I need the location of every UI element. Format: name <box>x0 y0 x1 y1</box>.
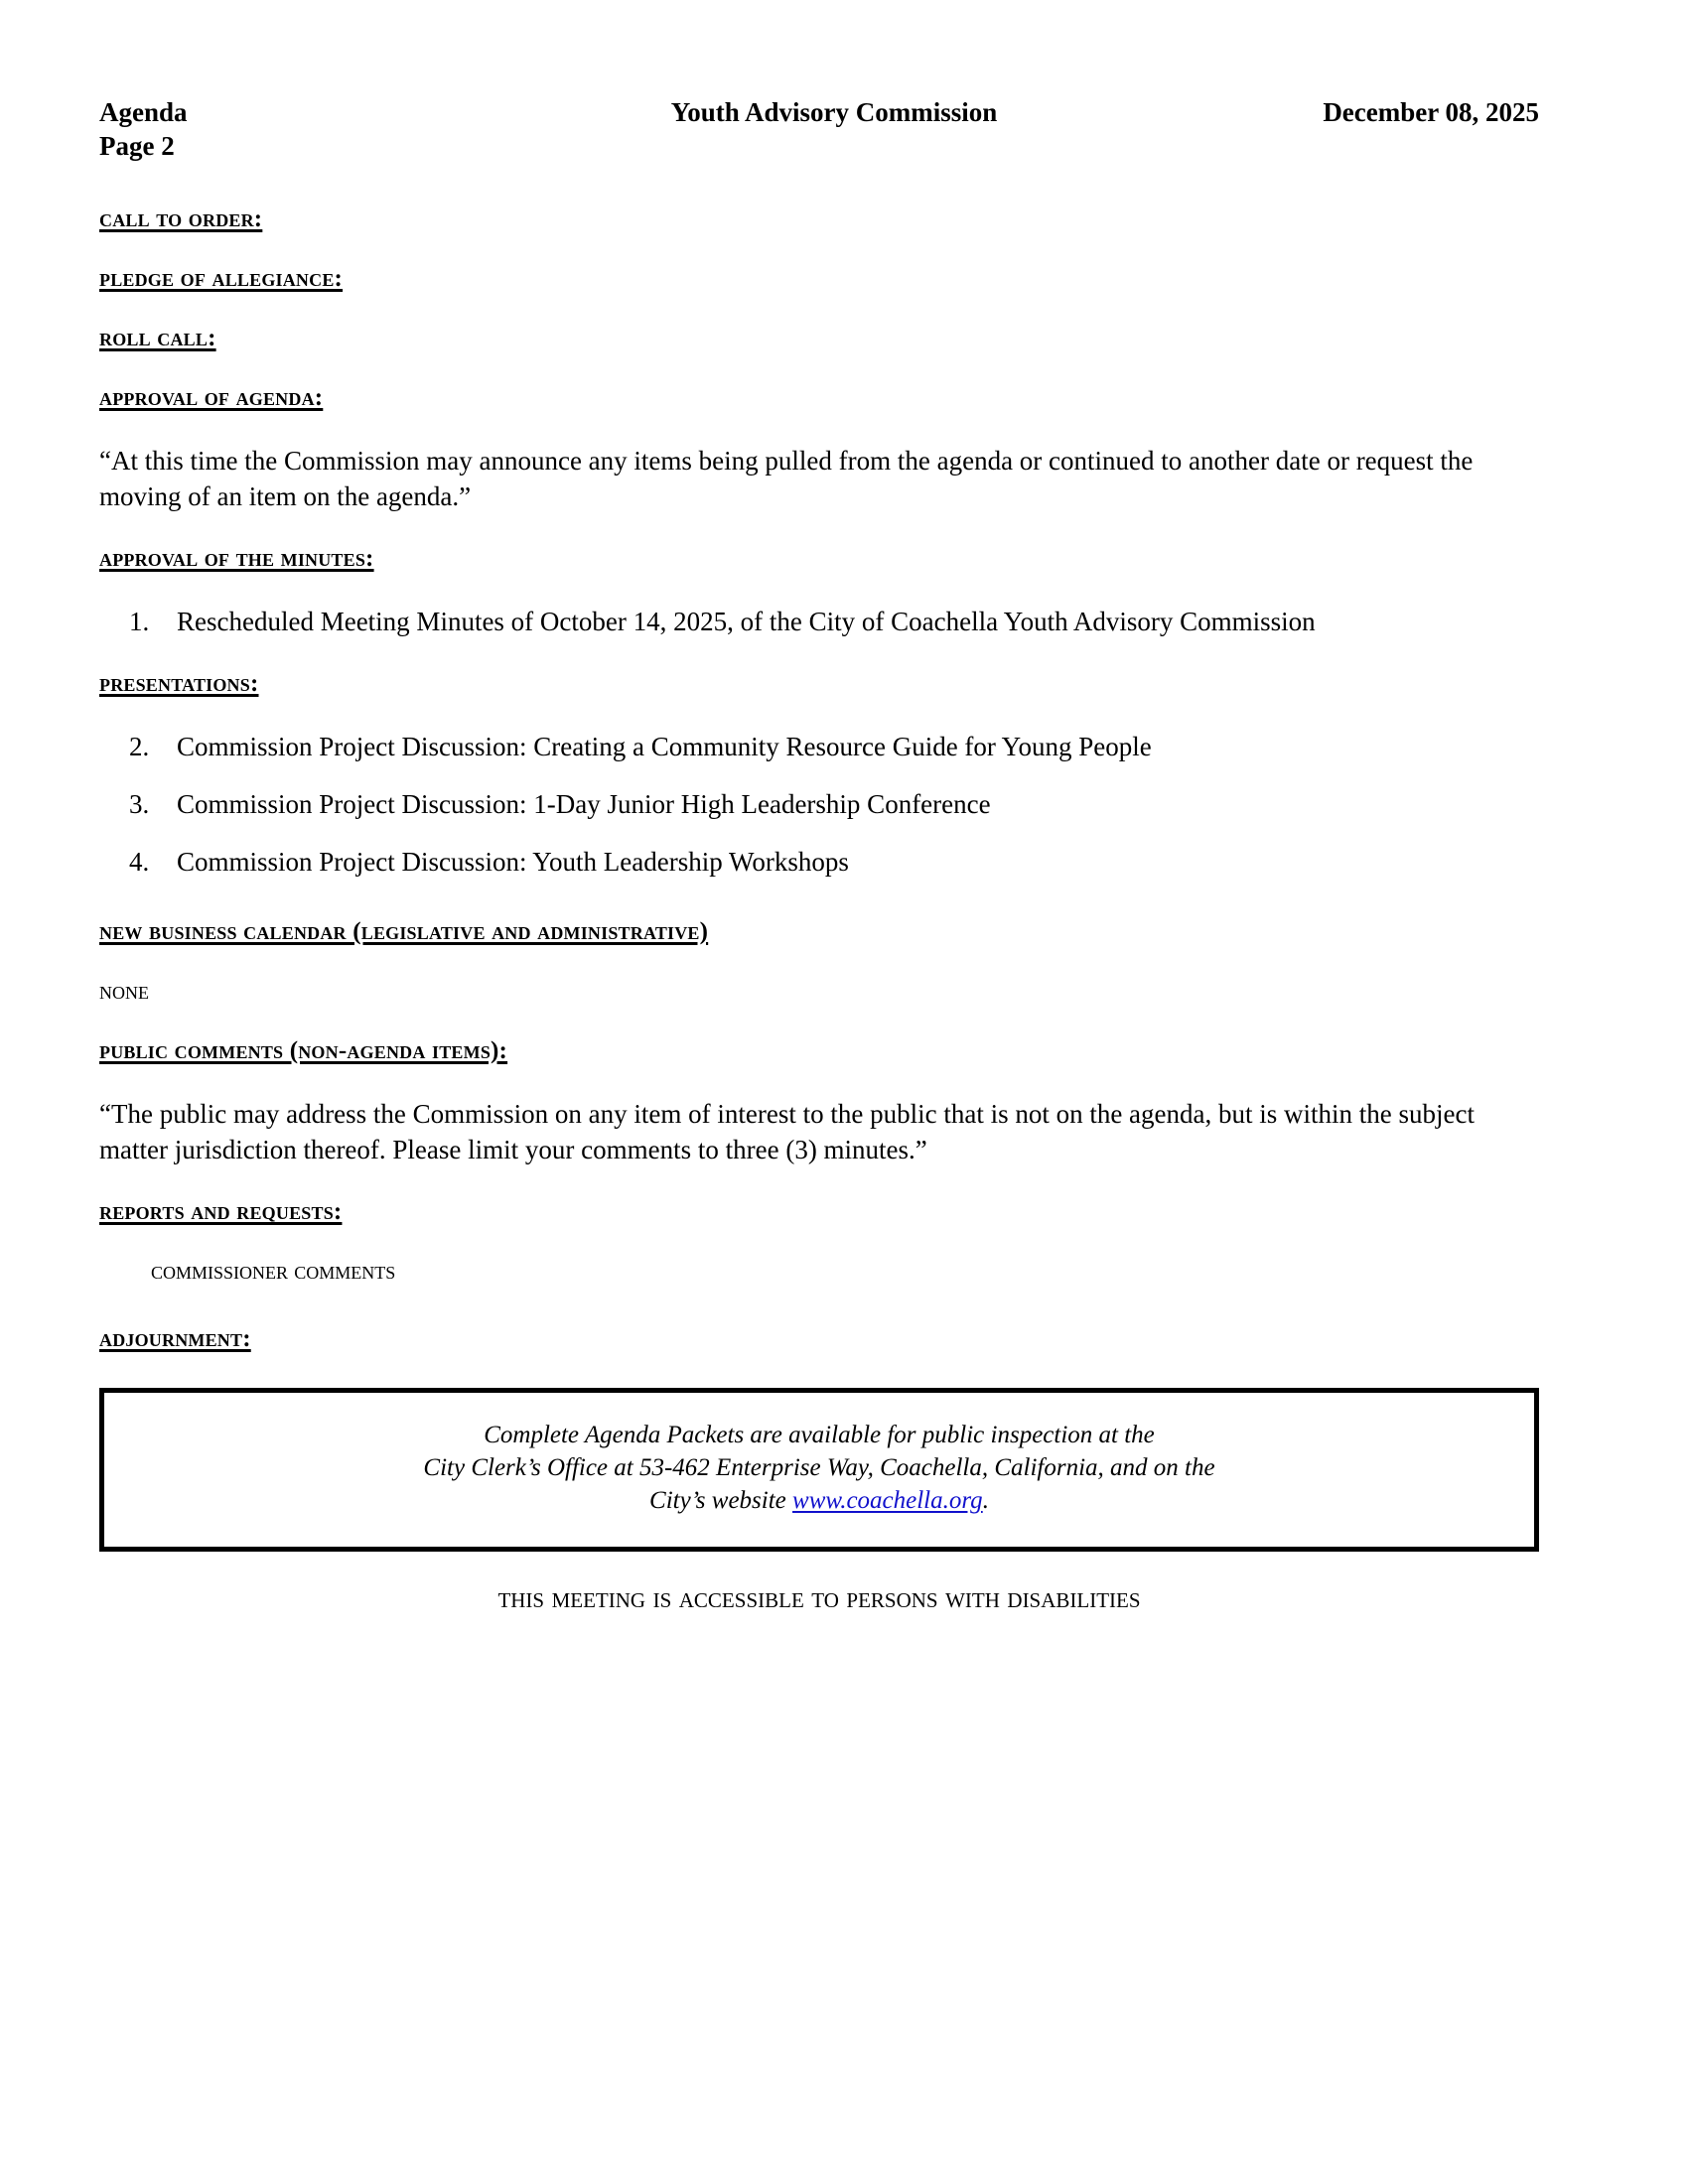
spacer <box>99 1066 1539 1096</box>
list-item <box>99 786 1539 822</box>
list-item-number: 3. <box>129 789 150 819</box>
spacer <box>99 294 1539 324</box>
agenda-packet-notice-box <box>99 1388 1539 1552</box>
spacer <box>99 947 1539 977</box>
list-item-text: Commission Project Discussion: Creating a Community Resource Guide for Young People <box>177 732 1152 761</box>
call-to-order-label: call to order: <box>99 205 263 232</box>
spacer <box>99 764 1539 786</box>
spacer <box>99 1007 1539 1036</box>
list-item <box>99 844 1539 880</box>
notice-line-3 <box>124 1484 1514 1517</box>
roll-call-label: roll call: <box>99 325 216 351</box>
spacer <box>99 1287 1539 1324</box>
notice-line-3-prefix: City’s website <box>649 1487 793 1514</box>
spacer <box>99 822 1539 844</box>
section-heading-adjournment <box>99 1324 1539 1354</box>
list-item-number: 4. <box>129 847 150 877</box>
list-item <box>99 729 1539 764</box>
section-heading-pledge-of-allegiance <box>99 264 1539 294</box>
spacer <box>99 353 1539 383</box>
spacer <box>99 1167 1539 1197</box>
approval-of-agenda-label: approval of agenda: <box>99 384 324 411</box>
header-commission-title: Youth Advisory Commission <box>670 97 998 127</box>
spacer <box>99 514 1539 544</box>
commissioner-comments-item: commissioner comments <box>151 1258 396 1285</box>
pledge-of-allegiance-label: pledge of allegiance: <box>99 265 344 292</box>
approval-of-minutes-label: approval of the minutes: <box>99 545 374 572</box>
reports-and-requests-label: reports and requests: <box>99 1198 343 1225</box>
new-business-calendar-label: new business calendar (legislative and administrative) <box>99 918 709 945</box>
new-business-none-value: none <box>99 978 149 1005</box>
section-heading-roll-call <box>99 324 1539 353</box>
list-item-text: Commission Project Discussion: Youth Leadership Workshops <box>177 847 849 877</box>
section-heading-public-comments <box>99 1036 1539 1066</box>
header-doc-type: Agenda <box>99 97 188 127</box>
list-item <box>99 604 1539 639</box>
section-heading-reports-and-requests <box>99 1197 1539 1227</box>
notice-line-3-suffix: . <box>982 1487 989 1514</box>
header-page-number: Page 2 <box>99 131 175 161</box>
page-content <box>99 95 1539 1617</box>
section-heading-new-business-calendar <box>99 917 1539 947</box>
adjournment-label: adjournment: <box>99 1325 251 1352</box>
section-heading-approval-of-agenda <box>99 383 1539 413</box>
spacer <box>99 639 1539 669</box>
spacer <box>99 699 1539 729</box>
approval-of-agenda-paragraph: “At this time the Commission may announce any items being pulled from the agenda or continued to another date or request the moving of an item on the agenda.” <box>99 446 1474 511</box>
document-header <box>99 95 1539 167</box>
notice-line-2: City Clerk’s Office at 53-462 Enterprise Way, Coachella, California, and on the <box>423 1454 1215 1481</box>
section-heading-presentations <box>99 669 1539 699</box>
public-comments-label: public comments (non-agenda items): <box>99 1037 508 1064</box>
city-website-link[interactable]: www.coachella.org <box>792 1487 983 1514</box>
section-heading-approval-of-minutes <box>99 544 1539 574</box>
spacer <box>99 574 1539 604</box>
list-item-text: Commission Project Discussion: 1-Day Junior High Leadership Conference <box>177 789 991 819</box>
public-comments-paragraph: “The public may address the Commission on any item of interest to the public that is not on the agenda, but is within the subject matter jurisdiction thereof. Please limit your comments to three (3) minutes.” <box>99 1099 1475 1164</box>
accessibility-notice: this meeting is accessible to persons with disabilities <box>497 1581 1141 1614</box>
spacer <box>99 167 1539 205</box>
list-item-number: 2. <box>129 732 150 761</box>
spacer <box>99 1227 1539 1257</box>
spacer <box>99 880 1539 917</box>
spacer <box>99 413 1539 443</box>
presentations-label: presentations: <box>99 670 259 697</box>
section-heading-call-to-order <box>99 205 1539 234</box>
list-item-number: 1. <box>129 607 150 636</box>
spacer <box>99 234 1539 264</box>
header-meeting-date: December 08, 2025 <box>1323 97 1539 127</box>
notice-line-1: Complete Agenda Packets are available for public inspection at the <box>484 1422 1155 1448</box>
list-item-text: Rescheduled Meeting Minutes of October 14, 2025, of the City of Coachella Youth Advisory Commission <box>177 607 1316 636</box>
